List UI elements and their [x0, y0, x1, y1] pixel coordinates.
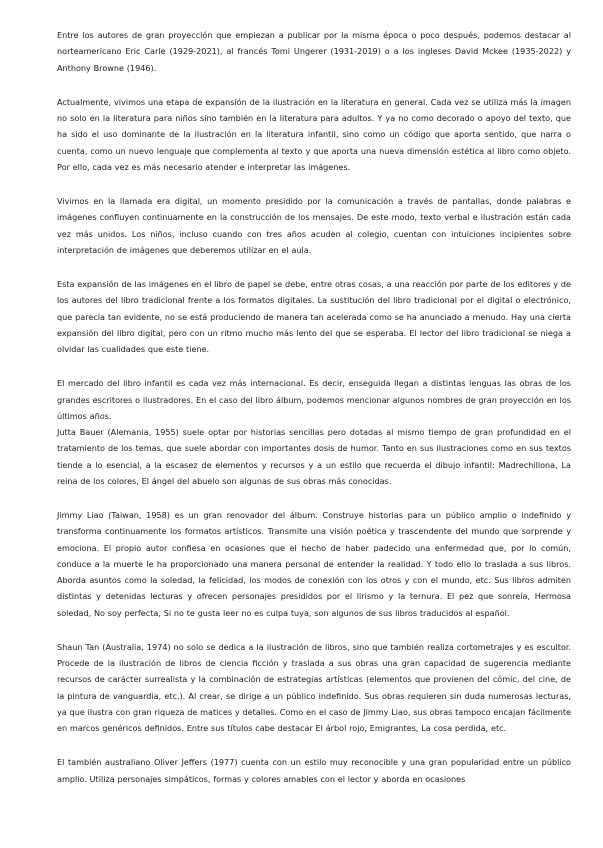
paragraph-7: Jimmy Liao (Taiwan, 1958) es un gran renovador del álbum. Construye historias para un público amplio o indefinido y transforma continuamente los formatos artísticos. Transmite una visión poética y trascendente del mundo que sorprende y emociona. El propio autor confiesa en ocasiones que el hecho de haber padecido una enfermedad que, por lo común, conduce a la muerte le ha proporcionado una manera personal de entender la realidad. Y todo ello lo traslada a sus libros. Aborda asuntos como la soledad, la felicidad, los modos de conexión con los otros y con el mundo, etc. Sus libros admiten distintas y detenidas lecturas y ofrecen personajes presididos por el lirismo y la ternura. El pez que sonreía, Hermosa soledad, No soy perfecta, Si no te gusta leer no es culpa tuya, son algunos de sus libros traducidos al español.	[57, 510, 571, 618]
paragraph-4: Esta expansión de las imágenes en el libro de papel se debe, entre otras cosas, a una reacción por parte de los editores y de los autores del libro tradicional frente a los formatos digitales. La sustitución del libro tradicional por el digital o electrónico, que parecía tan evidente, no se está produciendo de manera tan acelerada como se ha anunciado a menudo. Hay una cierta expansión del libro digital, pero con un ritmo mucho más lento del que se esperaba. El lector del libro tradicional se niega a olvidar las cualidades que este tiene.	[57, 279, 571, 354]
paragraph-9: El también australiano Oliver Jeffers (1977) cuenta con un estilo muy reconocible y una gran popularidad entre un público amplio. Utiliza personajes simpáticos, formas y colores amables con el lector y aborda en ocasiones	[57, 757, 571, 784]
paragraph-3: Vivimos en la llamada era digital, un momento presidido por la comunicación a través de pantallas, donde palabras e imágenes confluyen continuamente en la construcción de los mensajes. De este modo, texto verbal e ilustración están cada vez más unidos. Los niños, incluso cuando con tres años acuden al colegio, cuentan con intuiciones incipientes sobre interpretación de imágenes que deberemos utilizar en el aula.	[57, 196, 571, 255]
document-body	[57, 27, 571, 805]
paragraph-6: Jutta Bauer (Alemania, 1955) suele optar por historias sencillas pero dotadas al mismo tiempo de gran profundidad en el tratamiento de los temas, que suele abordar con importantes dosis de humor. Tanto en sus ilustraciones como en sus textos tiende a lo esencial, a la escasez de elementos y recursos y a un estilo que recuerda el dibujo infantil: Madrechillona, La reina de los colores, El ángel del abuelo son algunas de sus obras más conocidas.	[57, 427, 571, 486]
paragraph-8: Shaun Tan (Australia, 1974) no solo se dedica a la ilustración de libros, sino que también realiza cortometrajes y es escultor. Procede de la ilustración de libros de ciencia ficción y traslada a sus obras una gran capacidad de sugerencia mediante recursos de carácter surrealista y la combinación de estrategias artísticas (elementos que provienen del cómic, del cine, de la pintura de vanguardia, etc.). Al crear, se dirige a un público indefinido. Sus obras requieren sin duda numerosas lecturas, ya que ilustra con gran riqueza de matices y detalles. Como en el caso de Jimmy Liao, sus obras tampoco encajan fácilmente en marcos genéricos definidos. Entre sus títulos cabe destacar El árbol rojo, Emigrantes, La cosa perdida, etc.	[57, 641, 571, 733]
paragraph-2: Actualmente, vivimos una etapa de expansión de la ilustración en la literatura en general. Cada vez se utiliza más la imagen no solo en la literatura para niños sino también en la literatura para adultos. Y ya no como decorado o apoyo del texto, que ha sido el uso dominante de la ilustración en la literatura infantil, sino como un código que aporta sentido, que narra o cuenta, como un nuevo lenguaje que complementa al texto y que aporta una nueva dimensión estética al libro como objeto. Por ello, cada vez es más necesario atender e interpretar las imágenes.	[57, 96, 571, 172]
paragraph-1: Entre los autores de gran proyección que empiezan a publicar por la misma época o poco después, podemos destacar al norteamericano Eric Carle (1929-2021), al francés Tomi Ungerer (1931-2019) o a los ingleses David Mckee (1935-2022) y Anthony Browne (1946).	[57, 30, 571, 73]
paragraph-5: El mercado del libro infantil es cada vez más internacional. Es decir, enseguida llegan a distintas lenguas las obras de los grandes escritores o ilustradores. En el caso del libro álbum, podemos mencionar algunos nombres de gran proyección en los últimos años.	[57, 378, 571, 421]
